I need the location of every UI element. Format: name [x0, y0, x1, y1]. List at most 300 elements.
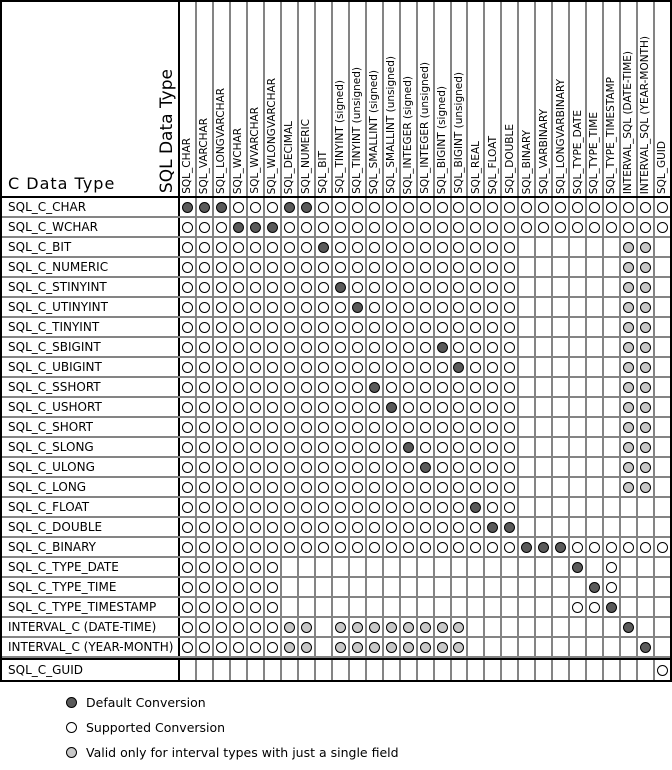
interval-conversion-dot	[640, 282, 651, 293]
supported-conversion-dot	[284, 222, 295, 233]
supported-conversion-dot	[182, 382, 193, 393]
matrix-cell	[299, 378, 316, 396]
column-header-label: SQL_WCHAR	[232, 127, 245, 194]
supported-conversion-dot	[470, 262, 481, 273]
matrix-cell	[367, 278, 384, 296]
matrix-cell	[350, 438, 367, 456]
matrix-cell	[502, 558, 519, 576]
supported-conversion-dot	[403, 482, 414, 493]
supported-conversion-dot	[487, 342, 498, 353]
matrix-cell	[536, 458, 553, 476]
matrix-cell	[418, 358, 435, 376]
matrix-cell	[468, 238, 485, 256]
supported-conversion-dot	[216, 222, 227, 233]
supported-conversion-dot	[199, 482, 210, 493]
supported-conversion-dot	[250, 262, 261, 273]
supported-conversion-dot	[250, 382, 261, 393]
matrix-cell	[367, 238, 384, 256]
supported-conversion-dot	[504, 342, 515, 353]
matrix-cell	[401, 318, 418, 336]
matrix-cell	[587, 638, 604, 656]
interval-conversion-dot	[623, 462, 634, 473]
supported-conversion-dot	[386, 202, 397, 213]
matrix-cell	[570, 398, 587, 416]
supported-conversion-dot	[284, 542, 295, 553]
matrix-cell	[282, 338, 299, 356]
matrix-cell	[468, 578, 485, 596]
matrix-cell	[485, 418, 502, 436]
matrix-cell	[485, 258, 502, 276]
matrix-cell	[282, 578, 299, 596]
matrix-row	[2, 478, 670, 498]
supported-conversion-dot	[437, 482, 448, 493]
matrix-cell	[553, 518, 570, 536]
matrix-cell	[587, 438, 604, 456]
supported-conversion-dot	[233, 322, 244, 333]
matrix-cell	[214, 258, 231, 276]
matrix-cell	[435, 198, 452, 216]
supported-conversion-dot	[233, 502, 244, 513]
matrix-cell	[350, 578, 367, 596]
supported-conversion-dot	[182, 242, 193, 253]
supported-conversion-dot	[403, 502, 414, 513]
supported-conversion-dot	[335, 402, 346, 413]
matrix-cell	[231, 398, 248, 416]
matrix-cell	[570, 598, 587, 616]
column-header-label: SQL_SMALLINT (signed)	[367, 69, 380, 194]
matrix-cell	[265, 278, 282, 296]
matrix-cell	[248, 618, 265, 636]
matrix-cell	[536, 378, 553, 396]
matrix-cell	[621, 378, 638, 396]
matrix-cell	[638, 558, 655, 576]
matrix-cell	[265, 660, 282, 680]
supported-conversion-dot	[420, 302, 431, 313]
matrix-cell	[299, 418, 316, 436]
matrix-cell	[214, 478, 231, 496]
supported-conversion-dot	[453, 202, 464, 213]
supported-conversion-dot	[335, 382, 346, 393]
supported-conversion-dot	[267, 482, 278, 493]
matrix-cell	[485, 498, 502, 516]
matrix-row	[2, 298, 670, 318]
supported-conversion-dot	[216, 562, 227, 573]
matrix-cell	[333, 398, 350, 416]
matrix-cell	[350, 518, 367, 536]
supported-conversion-dot	[199, 222, 210, 233]
matrix-cell	[418, 578, 435, 596]
supported-conversion-dot	[657, 542, 668, 553]
matrix-cell	[570, 458, 587, 476]
matrix-cell	[316, 338, 333, 356]
matrix-cell	[231, 578, 248, 596]
matrix-cell	[180, 618, 197, 636]
matrix-cell	[468, 318, 485, 336]
matrix-cell	[570, 478, 587, 496]
matrix-cell	[519, 598, 536, 616]
matrix-cell	[299, 638, 316, 656]
matrix-cell	[570, 378, 587, 396]
matrix-cell	[553, 318, 570, 336]
matrix-cell	[587, 278, 604, 296]
default-conversion-dot	[606, 602, 617, 613]
matrix-cell	[638, 660, 655, 680]
matrix-cell	[452, 498, 469, 516]
matrix-cell	[655, 660, 670, 680]
supported-conversion-dot	[369, 342, 380, 353]
interval-conversion-dot	[623, 382, 634, 393]
matrix-cell	[604, 558, 621, 576]
matrix-cell	[435, 298, 452, 316]
supported-conversion-dot	[487, 282, 498, 293]
matrix-cell	[299, 518, 316, 536]
matrix-cell	[502, 498, 519, 516]
matrix-cell	[418, 198, 435, 216]
supported-conversion-dot	[352, 502, 363, 513]
matrix-cell	[282, 398, 299, 416]
matrix-cell	[587, 358, 604, 376]
matrix-cell	[570, 418, 587, 436]
matrix-cell	[401, 198, 418, 216]
supported-conversion-dot	[318, 422, 329, 433]
matrix-cell	[248, 238, 265, 256]
matrix-cell	[435, 278, 452, 296]
interval-conversion-dot	[623, 302, 634, 313]
supported-conversion-dot	[284, 242, 295, 253]
matrix-cell	[180, 478, 197, 496]
supported-conversion-dot	[301, 482, 312, 493]
matrix-cell	[502, 518, 519, 536]
matrix-cell	[384, 578, 401, 596]
matrix-cell	[435, 218, 452, 236]
default-conversion-dot	[267, 222, 278, 233]
supported-conversion-dot	[386, 422, 397, 433]
matrix-cell	[299, 558, 316, 576]
supported-conversion-dot	[386, 442, 397, 453]
matrix-cell	[519, 518, 536, 536]
matrix-cell	[570, 318, 587, 336]
supported-conversion-dot	[386, 502, 397, 513]
supported-conversion-dot	[182, 642, 193, 653]
matrix-cell	[350, 478, 367, 496]
supported-conversion-dot	[216, 542, 227, 553]
supported-conversion-dot	[386, 462, 397, 473]
supported-conversion-dot	[318, 402, 329, 413]
supported-conversion-dot	[386, 342, 397, 353]
supported-conversion-dot	[216, 462, 227, 473]
supported-conversion-dot	[216, 422, 227, 433]
matrix-cell	[435, 318, 452, 336]
matrix-cell	[350, 238, 367, 256]
matrix-cell	[333, 238, 350, 256]
matrix-cell	[587, 218, 604, 236]
matrix-row	[2, 218, 670, 238]
row-label: SQL_C_SSHORT	[2, 378, 180, 396]
matrix-cell	[655, 578, 670, 596]
matrix-cell	[214, 298, 231, 316]
matrix-cell	[418, 338, 435, 356]
matrix-cell	[604, 318, 621, 336]
matrix-cell	[621, 358, 638, 376]
matrix-cell	[553, 438, 570, 456]
supported-conversion-dot	[267, 442, 278, 453]
matrix-cell	[197, 618, 214, 636]
matrix-cell	[214, 458, 231, 476]
matrix-cell	[180, 458, 197, 476]
matrix-cell	[519, 398, 536, 416]
default-conversion-dot	[487, 522, 498, 533]
matrix-cell	[299, 318, 316, 336]
supported-conversion-dot	[267, 202, 278, 213]
matrix-cell	[604, 378, 621, 396]
supported-conversion-dot	[199, 462, 210, 473]
supported-conversion-dot	[453, 262, 464, 273]
matrix-row	[2, 398, 670, 418]
default-conversion-dot	[216, 202, 227, 213]
interval-conversion-dot	[640, 442, 651, 453]
supported-conversion-dot	[504, 442, 515, 453]
matrix-cell	[282, 598, 299, 616]
matrix-cell	[282, 358, 299, 376]
matrix-cell	[485, 238, 502, 256]
supported-conversion-dot	[182, 262, 193, 273]
matrix-cell	[604, 218, 621, 236]
matrix-cell	[435, 458, 452, 476]
supported-conversion-dot	[233, 402, 244, 413]
supported-conversion-dot	[420, 522, 431, 533]
supported-conversion-icon	[66, 722, 77, 733]
column-header	[180, 2, 197, 196]
supported-conversion-dot	[470, 422, 481, 433]
matrix-cell	[384, 318, 401, 336]
matrix-cell	[316, 598, 333, 616]
matrix-cell	[316, 418, 333, 436]
matrix-cell	[197, 458, 214, 476]
matrix-cell	[350, 298, 367, 316]
matrix-cell	[435, 258, 452, 276]
supported-conversion-dot	[318, 542, 329, 553]
matrix-cell	[655, 518, 670, 536]
matrix-cell	[621, 618, 638, 636]
column-header-label: SQL_VARBINARY	[537, 108, 550, 194]
column-header	[197, 2, 214, 196]
supported-conversion-dot	[250, 542, 261, 553]
supported-conversion-dot	[301, 222, 312, 233]
supported-conversion-dot	[504, 462, 515, 473]
matrix-cell	[655, 338, 670, 356]
matrix-cell	[418, 418, 435, 436]
supported-conversion-dot	[640, 202, 651, 213]
matrix-cell	[655, 418, 670, 436]
supported-conversion-dot	[199, 562, 210, 573]
supported-conversion-dot	[521, 202, 532, 213]
supported-conversion-dot	[301, 502, 312, 513]
matrix-cell	[350, 358, 367, 376]
supported-conversion-dot	[267, 422, 278, 433]
supported-conversion-dot	[318, 342, 329, 353]
matrix-cell	[418, 518, 435, 536]
supported-conversion-dot	[284, 422, 295, 433]
supported-conversion-dot	[420, 262, 431, 273]
matrix-cell	[418, 258, 435, 276]
matrix-cell	[418, 458, 435, 476]
matrix-cell	[418, 378, 435, 396]
supported-conversion-dot	[267, 402, 278, 413]
matrix-cell	[299, 238, 316, 256]
matrix-cell	[384, 358, 401, 376]
matrix-cell	[265, 458, 282, 476]
matrix-cell	[536, 318, 553, 336]
matrix-cell	[248, 518, 265, 536]
matrix-cell	[570, 358, 587, 376]
supported-conversion-dot	[437, 362, 448, 373]
column-header	[248, 2, 265, 196]
supported-conversion-dot	[233, 202, 244, 213]
supported-conversion-dot	[437, 262, 448, 273]
row-label: SQL_C_TYPE_DATE	[2, 558, 180, 576]
supported-conversion-dot	[318, 382, 329, 393]
supported-conversion-dot	[216, 602, 227, 613]
matrix-cell	[485, 198, 502, 216]
matrix-cell	[231, 638, 248, 656]
supported-conversion-dot	[437, 222, 448, 233]
matrix-cell	[621, 558, 638, 576]
row-label: SQL_C_USHORT	[2, 398, 180, 416]
matrix-cell	[553, 218, 570, 236]
supported-conversion-dot	[250, 582, 261, 593]
supported-conversion-dot	[386, 542, 397, 553]
matrix-cell	[333, 278, 350, 296]
interval-conversion-dot	[623, 442, 634, 453]
matrix-cell	[333, 558, 350, 576]
matrix-cell	[231, 258, 248, 276]
matrix-cell	[638, 378, 655, 396]
matrix-cell	[333, 518, 350, 536]
matrix-cell	[519, 338, 536, 356]
matrix-cell	[604, 538, 621, 556]
supported-conversion-dot	[267, 262, 278, 273]
interval-conversion-dot	[335, 642, 346, 653]
matrix-cell	[519, 258, 536, 276]
matrix-cell	[435, 338, 452, 356]
row-label: SQL_C_BIT	[2, 238, 180, 256]
matrix-cell	[452, 378, 469, 396]
matrix-cell	[604, 278, 621, 296]
matrix-cell	[214, 618, 231, 636]
matrix-cell	[655, 398, 670, 416]
matrix-cell	[502, 618, 519, 636]
matrix-cell	[350, 398, 367, 416]
legend-label: Default Conversion	[86, 695, 206, 710]
matrix-cell	[333, 378, 350, 396]
matrix-cell	[282, 298, 299, 316]
matrix-cell	[231, 318, 248, 336]
matrix-cell	[536, 578, 553, 596]
supported-conversion-dot	[250, 482, 261, 493]
matrix-cell	[333, 258, 350, 276]
interval-conversion-dot	[301, 622, 312, 633]
supported-conversion-dot	[284, 402, 295, 413]
row-label: SQL_C_TYPE_TIMESTAMP	[2, 598, 180, 616]
supported-conversion-dot	[589, 222, 600, 233]
supported-conversion-dot	[386, 282, 397, 293]
matrix-cell	[485, 558, 502, 576]
supported-conversion-dot	[420, 342, 431, 353]
supported-conversion-dot	[182, 342, 193, 353]
matrix-cell	[502, 660, 519, 680]
matrix-cell	[231, 418, 248, 436]
supported-conversion-dot	[284, 322, 295, 333]
supported-conversion-dot	[199, 322, 210, 333]
interval-conversion-dot	[640, 302, 651, 313]
matrix-cell	[316, 298, 333, 316]
matrix-cell	[214, 378, 231, 396]
matrix-cell	[519, 238, 536, 256]
matrix-cell	[350, 598, 367, 616]
default-conversion-icon	[66, 697, 77, 708]
matrix-cell	[231, 358, 248, 376]
column-header-label: SQL_LONGVARBINARY	[554, 78, 567, 194]
matrix-cell	[502, 458, 519, 476]
matrix-cell	[350, 458, 367, 476]
matrix-cell	[485, 318, 502, 336]
interval-conversion-dot	[623, 482, 634, 493]
supported-conversion-dot	[199, 602, 210, 613]
row-label: SQL_C_TYPE_TIME	[2, 578, 180, 596]
matrix-cell	[180, 438, 197, 456]
supported-conversion-dot	[182, 482, 193, 493]
supported-conversion-dot	[216, 242, 227, 253]
row-label: SQL_C_SLONG	[2, 438, 180, 456]
matrix-cell	[418, 660, 435, 680]
matrix-cell	[638, 318, 655, 336]
matrix-cell	[638, 398, 655, 416]
matrix-cell	[401, 418, 418, 436]
supported-conversion-dot	[284, 382, 295, 393]
matrix-cell	[316, 638, 333, 656]
matrix-cell	[401, 578, 418, 596]
matrix-cell	[180, 498, 197, 516]
matrix-cell	[587, 398, 604, 416]
matrix-cell	[231, 660, 248, 680]
interval-conversion-dot	[369, 642, 380, 653]
interval-conversion-dot	[352, 642, 363, 653]
matrix-cell	[299, 218, 316, 236]
matrix-cell	[536, 398, 553, 416]
matrix-cell	[536, 198, 553, 216]
supported-conversion-dot	[216, 402, 227, 413]
matrix-cell	[570, 218, 587, 236]
supported-conversion-dot	[216, 642, 227, 653]
matrix-cell	[502, 538, 519, 556]
supported-conversion-dot	[352, 242, 363, 253]
matrix-cell	[604, 518, 621, 536]
supported-conversion-dot	[470, 462, 481, 473]
matrix-cell	[485, 398, 502, 416]
matrix-cell	[333, 298, 350, 316]
matrix-cell	[502, 298, 519, 316]
supported-conversion-dot	[352, 222, 363, 233]
supported-conversion-dot	[182, 322, 193, 333]
matrix-cell	[248, 498, 265, 516]
matrix-cell	[299, 438, 316, 456]
matrix-cell	[502, 398, 519, 416]
supported-conversion-dot	[318, 322, 329, 333]
matrix-cell	[180, 358, 197, 376]
matrix-cell	[485, 518, 502, 536]
supported-conversion-dot	[216, 342, 227, 353]
supported-conversion-dot	[470, 242, 481, 253]
